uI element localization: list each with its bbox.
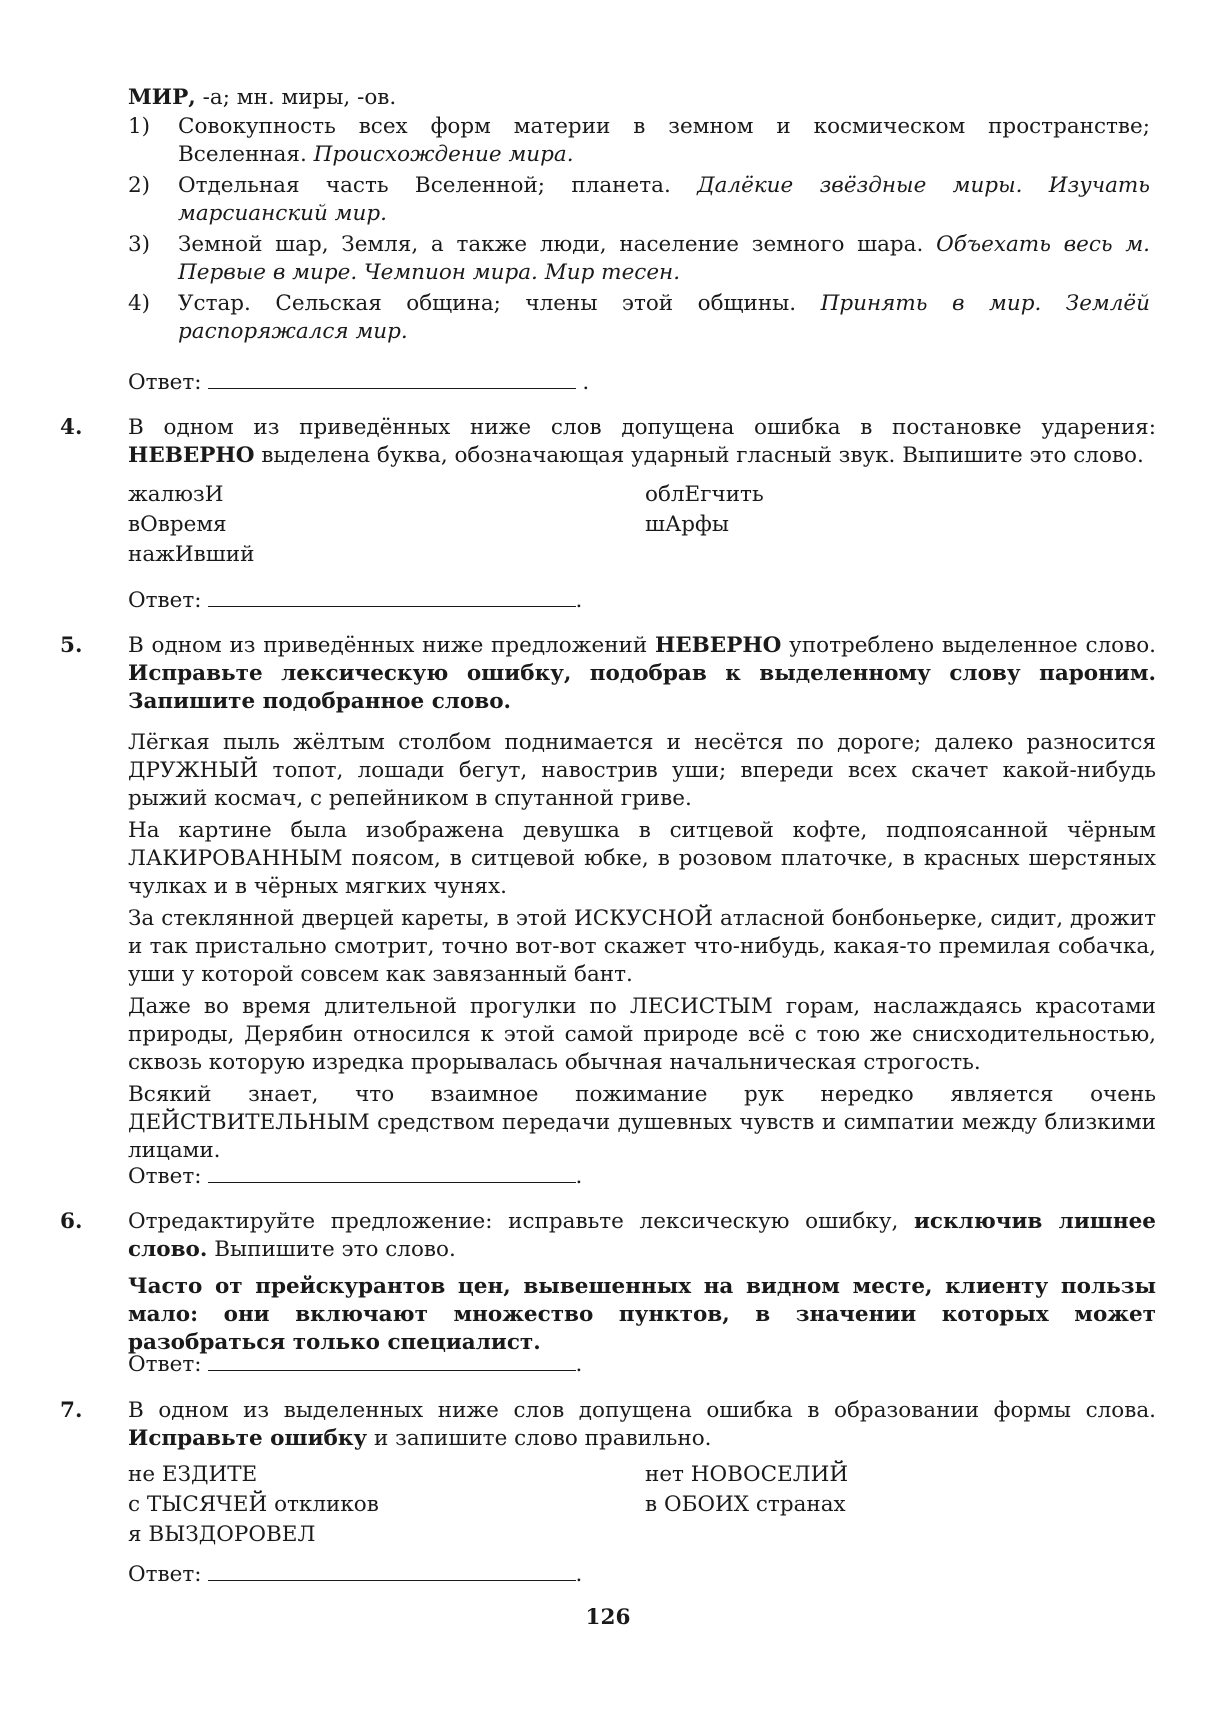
- dictionary-sense-4: [128, 290, 1156, 348]
- dictionary-sense-2: [128, 172, 1156, 230]
- answer-row-4: Ответ: .: [128, 584, 582, 615]
- answer-field[interactable]: [208, 1558, 576, 1581]
- task-7-word: с ТЫСЯЧЕЙ откликов: [128, 1492, 379, 1517]
- answer-field[interactable]: [208, 366, 576, 389]
- sense-number: 2): [128, 173, 151, 198]
- task-4-text-2: выделена буква, обозначающая ударный гласный звук. Выпишите это слово.: [261, 443, 1144, 468]
- sense-example: Далёкие звёздные миры. Изучать марсианский мир.: [178, 173, 1150, 226]
- task-7-word: в ОБОИХ странах: [645, 1492, 846, 1517]
- task-6-number: 6.: [60, 1209, 83, 1234]
- task-7-text-2: и запишите слово правильно.: [374, 1426, 712, 1451]
- task-4-text: В одном из приведённых ниже слов допущена ошибка в постановке ударения:: [128, 415, 1156, 440]
- task-6-bold: исключив лишнее слово.: [128, 1209, 1156, 1262]
- task-4-bold: НЕВЕРНО: [128, 443, 255, 468]
- sense-number: 1): [128, 114, 151, 139]
- sense-definition: Совокупность всех форм материи в земном и космическом пространстве; Вселенная.: [178, 114, 1150, 167]
- answer-row-6: Ответ: .: [128, 1348, 582, 1379]
- answer-label: Ответ:: [128, 1164, 202, 1189]
- task-5-prompt: [128, 632, 1156, 716]
- task-5-sentence: Лёгкая пыль жёлтым столбом поднимается и несётся по дороге; далеко разносится ДРУЖНЫЙ топот, лошади бегут, навострив уши; впереди всех скачет какой-нибудь рыжий космач, с репейником в спутанной гриве.: [128, 730, 1156, 811]
- task-6-prompt: [128, 1208, 1156, 1264]
- task-4-word: вОвремя: [128, 512, 227, 537]
- sense-definition: Устар. Сельская община; члены этой общины.: [178, 291, 797, 316]
- answer-label: Ответ:: [128, 370, 202, 395]
- answer-field[interactable]: [208, 1348, 576, 1371]
- task-5-bold: НЕВЕРНО: [654, 633, 782, 658]
- task-7-word: не ЕЗДИТЕ: [128, 1462, 258, 1487]
- dictionary-grammar: -а; мн. миры, -ов.: [202, 85, 397, 110]
- answer-label: Ответ:: [128, 1352, 202, 1377]
- task-5-text-2: употреблено выделенное слово.: [789, 633, 1156, 658]
- task-4-word: облЕгчить: [645, 482, 764, 507]
- page-number: 126: [585, 1605, 631, 1630]
- sense-example: Принять в мир. Землёй распоряжался мир.: [178, 291, 1151, 344]
- task-5-number: 5.: [60, 633, 83, 658]
- task-7-number: 7.: [60, 1398, 83, 1423]
- task-5-sentence: На картине была изображена девушка в ситцевой кофте, подпоясанной чёрным ЛАКИРОВАННЫМ поясом, в ситцевой юбке, в розовом платочке, в красных шерстяных чулках и в чёрных мягких чунях.: [128, 818, 1156, 899]
- sense-example: Происхождение мира.: [313, 142, 574, 167]
- sense-number: 3): [128, 232, 151, 257]
- task-5-instruction: Исправьте лексическую ошибку, подобрав к выделенному слову пароним. Запишите подобранное слово.: [128, 661, 1156, 714]
- task-4-word: шАрфы: [645, 512, 729, 537]
- answer-label: Ответ:: [128, 1562, 202, 1587]
- answer-label: Ответ:: [128, 588, 202, 613]
- sense-example: Объехать весь м. Первые в мире. Чемпион мира. Мир тесен.: [178, 232, 1150, 285]
- sense-number: 4): [128, 291, 151, 316]
- answer-row-5: Ответ: .: [128, 1160, 582, 1191]
- dictionary-headword: МИР,: [128, 85, 196, 110]
- sense-definition: Отдельная часть Вселенной; планета.: [178, 173, 671, 198]
- task-5-sentence: Всякий знает, что взаимное пожимание рук нередко является очень ДЕЙСТВИТЕЛЬНЫМ средством передачи душевных чувств и симпатии между близкими лицами.: [128, 1082, 1156, 1163]
- task-4-word: нажИвший: [128, 542, 255, 567]
- sense-definition: Земной шар, Земля, а также люди, население земного шара.: [178, 232, 924, 257]
- task-5-sentence: За стеклянной дверцей кареты, в этой ИСКУСНОЙ атласной бонбоньерке, сидит, дрожит и так пристально смотрит, точно вот-вот скажет что-нибудь, какая-то премилая собачка, уши у которой совсем как завязанный бант.: [128, 906, 1156, 987]
- task-4-word: жалюзИ: [128, 482, 224, 507]
- dictionary-sense-3: [128, 231, 1156, 289]
- task-6-text-2: Выпишите это слово.: [214, 1237, 456, 1262]
- answer-field[interactable]: [208, 584, 576, 607]
- task-7-word: нет НОВОСЕЛИЙ: [645, 1462, 849, 1487]
- task-6-sentence: Часто от прейскурантов цен, вывешенных на видном месте, клиенту пользы мало: они включают множество пунктов, в значении которых может разобраться только специалист.: [128, 1274, 1156, 1355]
- task-7-word: я ВЫЗДОРОВЕЛ: [128, 1522, 316, 1547]
- task-4-prompt: [128, 414, 1156, 470]
- answer-row-3: Ответ: .: [128, 366, 589, 397]
- task-7-bold: Исправьте ошибку: [128, 1426, 368, 1451]
- answer-row-7: Ответ: .: [128, 1558, 582, 1589]
- task-4-number: 4.: [60, 415, 83, 440]
- task-7-prompt: [128, 1397, 1156, 1453]
- task-5-text: В одном из приведённых ниже предложений: [128, 633, 648, 658]
- task-5-sentence: Даже во время длительной прогулки по ЛЕСИСТЫМ горам, наслаждаясь красотами природы, Дерябин относился к этой самой природе всё с тою же снисходительностью, сквозь которую изредка прорывалась обычная начальническая строгость.: [128, 994, 1156, 1075]
- answer-field[interactable]: [208, 1160, 576, 1183]
- task-7-text: В одном из выделенных ниже слов допущена ошибка в образовании формы слова.: [128, 1398, 1156, 1423]
- dictionary-sense-1: [128, 113, 1156, 171]
- task-6-text: Отредактируйте предложение: исправьте лексическую ошибку,: [128, 1209, 899, 1234]
- dictionary-header: [128, 84, 396, 112]
